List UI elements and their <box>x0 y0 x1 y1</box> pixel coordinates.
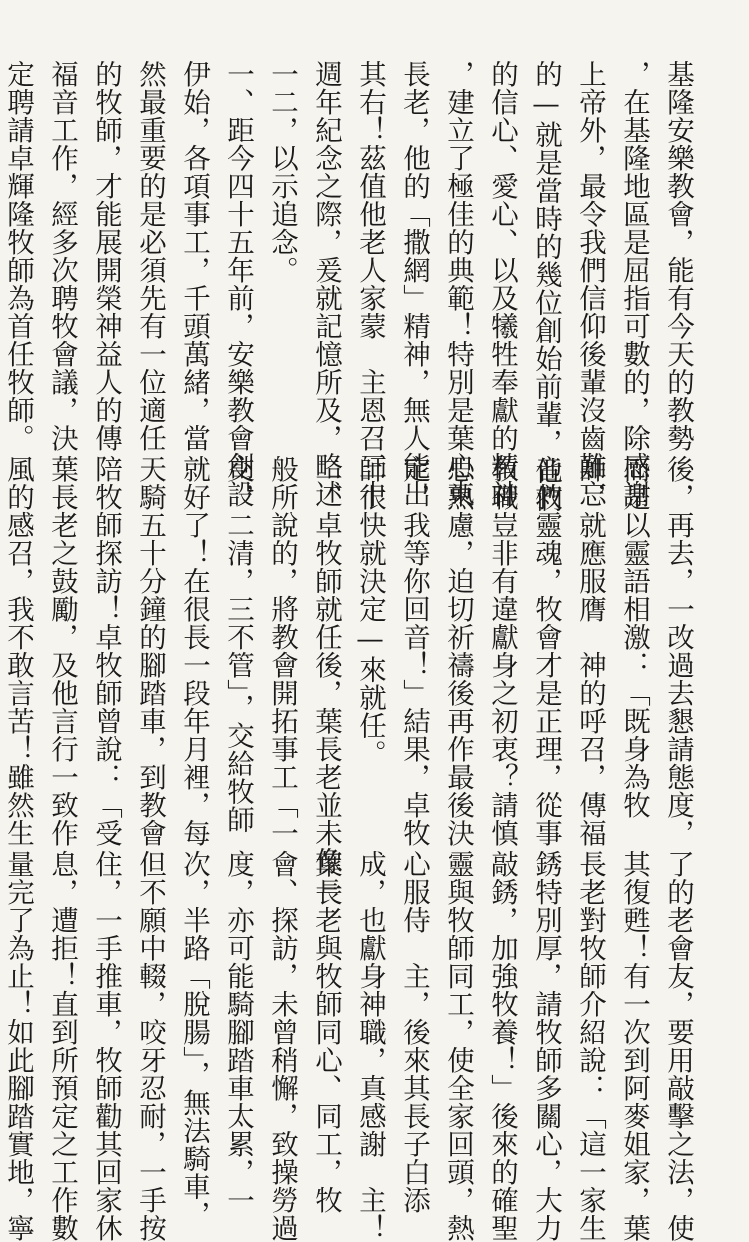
text-column: 的—就是當時的幾位創始前輩，他們 <box>530 60 562 513</box>
text-column: 伊始，各項事工，千頭萬緒，當 <box>178 60 210 452</box>
text-column: 就好了！在很長一段年月裡，每 <box>178 455 210 847</box>
text-block-middle <box>0 455 694 903</box>
text-column: 次，半路「脫腸」，無法騎車， <box>178 850 210 1229</box>
text-column: 但不願中輟，咬牙忍耐，一手按 <box>134 850 166 1242</box>
text-column: 住，一手推車，牧師勸其回家休 <box>90 850 122 1242</box>
text-column: 思熟慮，迫切祈禱後再作最後決 <box>442 455 474 847</box>
text-column: 其復甦！有一次到阿麥姐家，葉 <box>618 850 650 1242</box>
text-column: 長老，他的「撒網」精神，無人能出 <box>398 60 430 508</box>
text-column: 心服侍 主，後來其長子白添 <box>398 850 430 1214</box>
text-column: 度，亦可能騎腳踏車太累，一 <box>222 850 254 1214</box>
text-column: 會、探訪，未曾稍懈，致操勞過 <box>266 850 298 1242</box>
text-column: 一二，以示追念。 <box>266 60 298 284</box>
text-column: 敲銹，加強牧養！」後來的確聖 <box>486 850 518 1242</box>
text-column: 靈與牧師同工，使全家回頭，熱 <box>442 850 474 1242</box>
text-column: 而是以靈語相激：「既身為牧 <box>618 455 650 819</box>
text-column: 音救靈魂，牧會才是正理，從事 <box>530 455 562 847</box>
text-column: 銹特別厚，請牧師多關心，大力 <box>530 850 562 1242</box>
text-column: 了的老會友，要用敲擊之法，使 <box>662 850 694 1242</box>
text-column: 天騎五十分鐘的腳踏車，到教會 <box>134 455 166 847</box>
text-column: 福音工作，經多次聘牧會議，決 <box>46 60 78 452</box>
text-column: 二、卓牧師就任後，葉長老並未像一 <box>310 455 342 903</box>
text-column: 般所說的，將教會開拓事工「一 <box>266 455 298 847</box>
text-column: 基隆安樂教會，能有今天的教勢 <box>662 60 694 452</box>
text-column: 息，遭拒！直到所預定之工作數 <box>46 850 78 1242</box>
text-column: 教職豈非有違獻身之初衷？請慎 <box>486 455 518 847</box>
text-block-bottom <box>0 850 694 1242</box>
text-column: 定聘請卓輝隆牧師為首任牧師。 <box>2 60 34 452</box>
text-column: 的牧師，才能展開榮神益人的傳 <box>90 60 122 452</box>
text-column: 成，也獻身神職，真感謝 主！ <box>354 850 386 1242</box>
text-column: 葉長老與牧師同心、同工，牧 <box>310 850 342 1214</box>
text-column: 交，二清，三不管」，交給牧師 <box>222 455 254 834</box>
text-column: 長老對牧師介紹說：「這一家生 <box>574 850 606 1242</box>
text-column: ，建立了極佳的典範！特別是葉心東 <box>442 60 474 508</box>
text-column: 其右！茲值他老人家蒙 主恩召三十 <box>354 60 386 508</box>
text-column: 師，就應服膺 神的呼召，傳福 <box>574 455 606 847</box>
text-column: 量完了為止！如此腳踏實地，寧 <box>2 850 34 1242</box>
text-column: 陪牧師探訪！卓牧師曾說：「受 <box>90 455 122 847</box>
text-column: 上帝外，最令我們信仰後輩沒齒難忘 <box>574 60 606 508</box>
text-column: 的信心、愛心、以及犧牲奉獻的精神 <box>486 60 518 508</box>
text-column: 然最重要的是必須先有一位適任 <box>134 60 166 452</box>
text-column: 一、距今四十五年前，安樂教會創設 <box>222 60 254 508</box>
text-block-top <box>0 60 694 513</box>
text-column: 週年紀念之際，爰就記憶所及，略述 <box>310 60 342 508</box>
text-column: 定，我等你回音！」結果，卓牧 <box>398 455 430 847</box>
text-column: 風的感召，我不敢言苦！雖然生 <box>2 455 34 847</box>
text-column: ，在基隆地區是屈指可數的，除感謝 <box>618 60 650 508</box>
text-column: 師很快就決定—來就任。 <box>354 455 386 768</box>
text-column: 後，再去，一改過去懇請態度， <box>662 455 694 847</box>
text-column: 葉長老之鼓勵，及他言行一致作 <box>46 455 78 847</box>
